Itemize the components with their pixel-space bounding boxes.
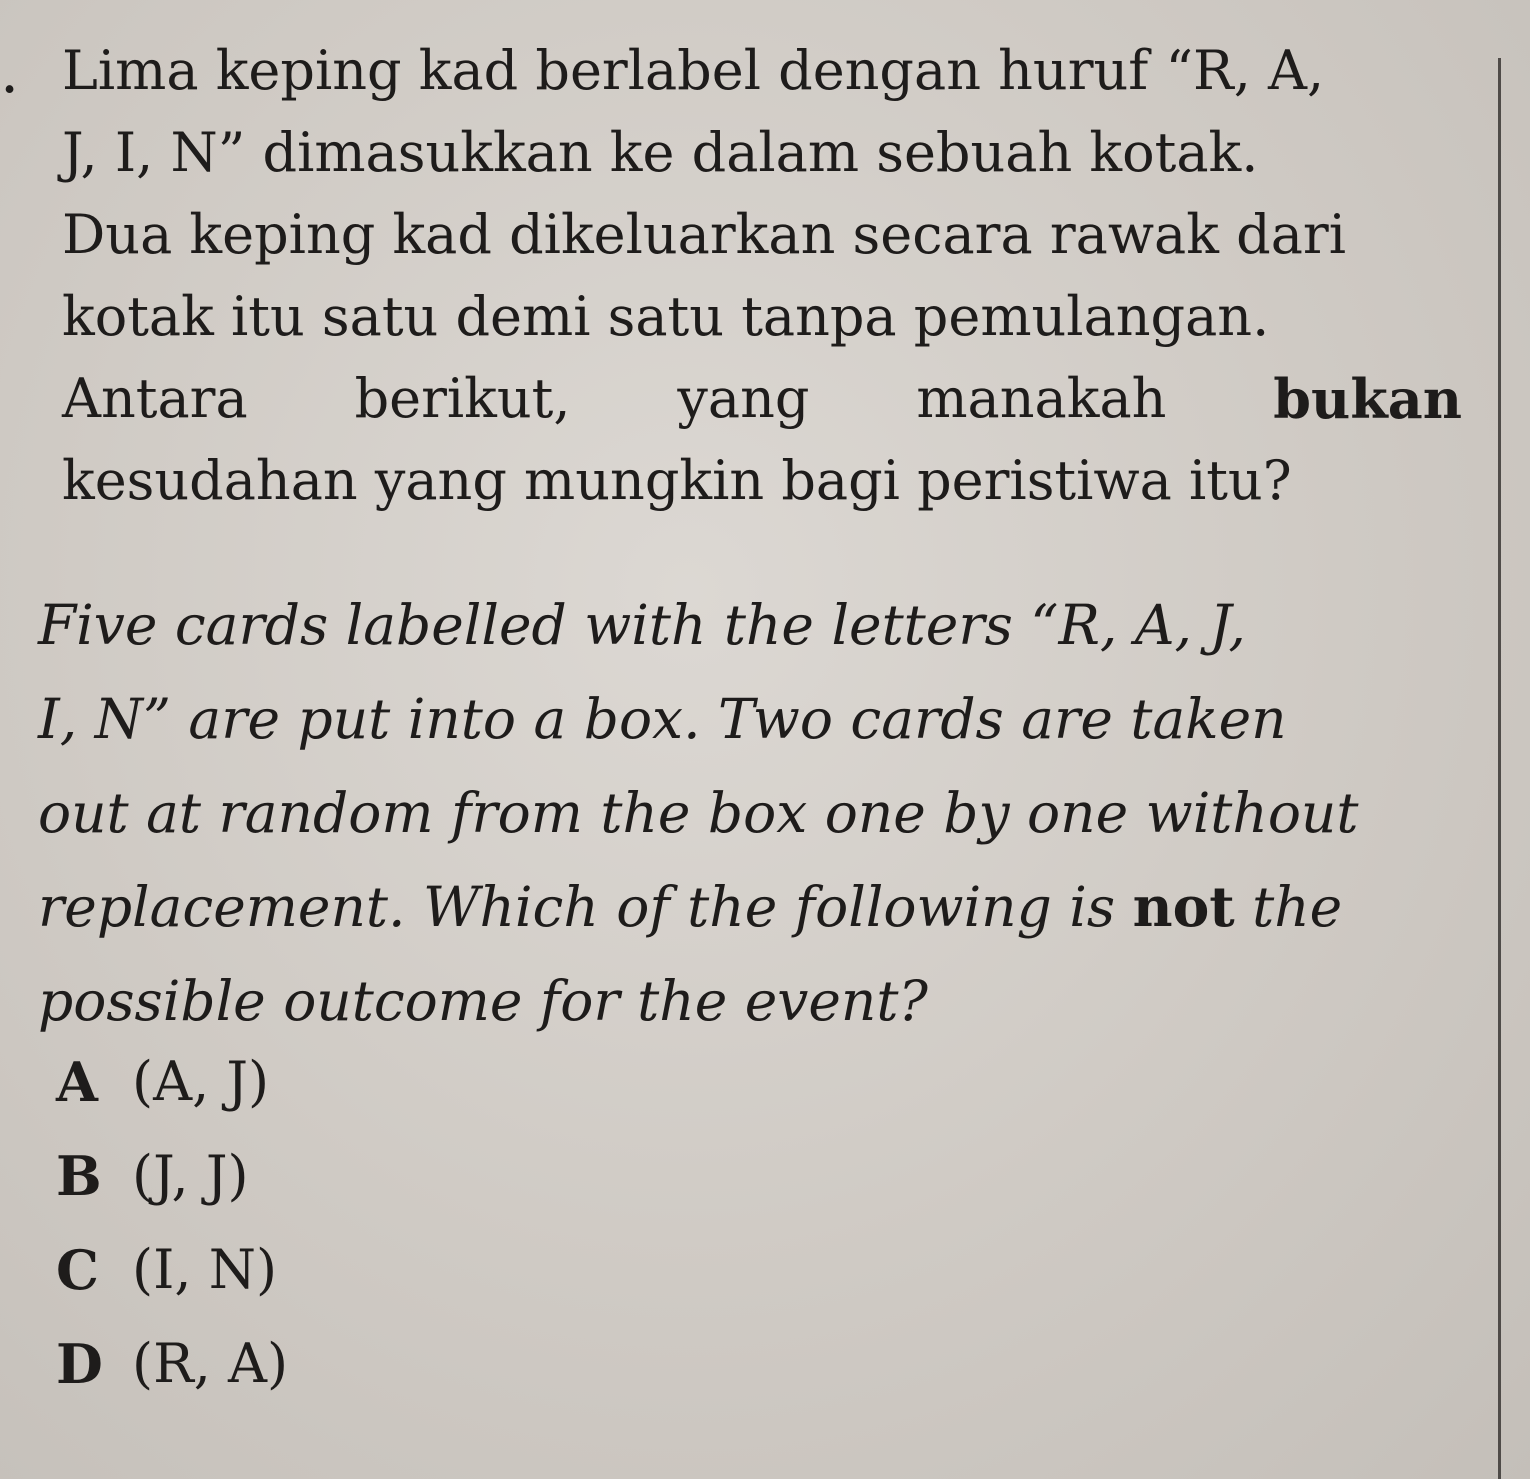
- malay-line-1: Lima keping kad berlabel dengan huruf “R, A,: [62, 39, 1325, 102]
- page-border-line: [1498, 58, 1501, 1479]
- question-number-marker: .: [0, 37, 20, 107]
- option-letter: A: [56, 1050, 98, 1114]
- malay-line-3: Dua keping kad dikeluarkan secara rawak dari: [62, 203, 1346, 266]
- malay-line-5: [62, 358, 1462, 440]
- option-value: (J, J): [132, 1144, 249, 1207]
- malay-line-2: J, I, N” dimasukkan ke dalam sebuah kotak.: [62, 121, 1259, 184]
- option-value: (R, A): [132, 1332, 289, 1395]
- english-line-1: Five cards labelled with the letters “R, A, J,: [38, 593, 1246, 657]
- malay-line-6: kesudahan yang mungkin bagi peristiwa itu?: [62, 449, 1292, 512]
- malay-line-4: kotak itu satu demi satu tanpa pemulangan.: [62, 285, 1270, 348]
- malay-word: yang: [677, 367, 810, 430]
- english-line-4-tail: the: [1234, 875, 1343, 939]
- option-value: (I, N): [132, 1238, 278, 1301]
- malay-word: Antara: [62, 367, 248, 430]
- malay-emphasis-bukan: bukan: [1273, 367, 1462, 431]
- english-line-4: [38, 860, 1458, 954]
- option-letter: D: [56, 1332, 103, 1396]
- english-line-4-text: replacement. Which of the following is: [38, 875, 1133, 939]
- malay-word: berikut,: [354, 367, 571, 430]
- option-letter: C: [56, 1238, 99, 1302]
- english-line-5: possible outcome for the event?: [38, 969, 928, 1033]
- malay-word: manakah: [916, 367, 1167, 430]
- english-emphasis-not: not: [1132, 874, 1235, 939]
- option-value: (A, J): [132, 1050, 270, 1113]
- english-line-2: I, N” are put into a box. Two cards are taken: [38, 687, 1287, 751]
- option-letter: B: [56, 1144, 102, 1208]
- question-text-english: [38, 578, 1458, 1048]
- question-text-malay: [62, 30, 1462, 522]
- english-line-3: out at random from the box one by one without: [38, 781, 1359, 845]
